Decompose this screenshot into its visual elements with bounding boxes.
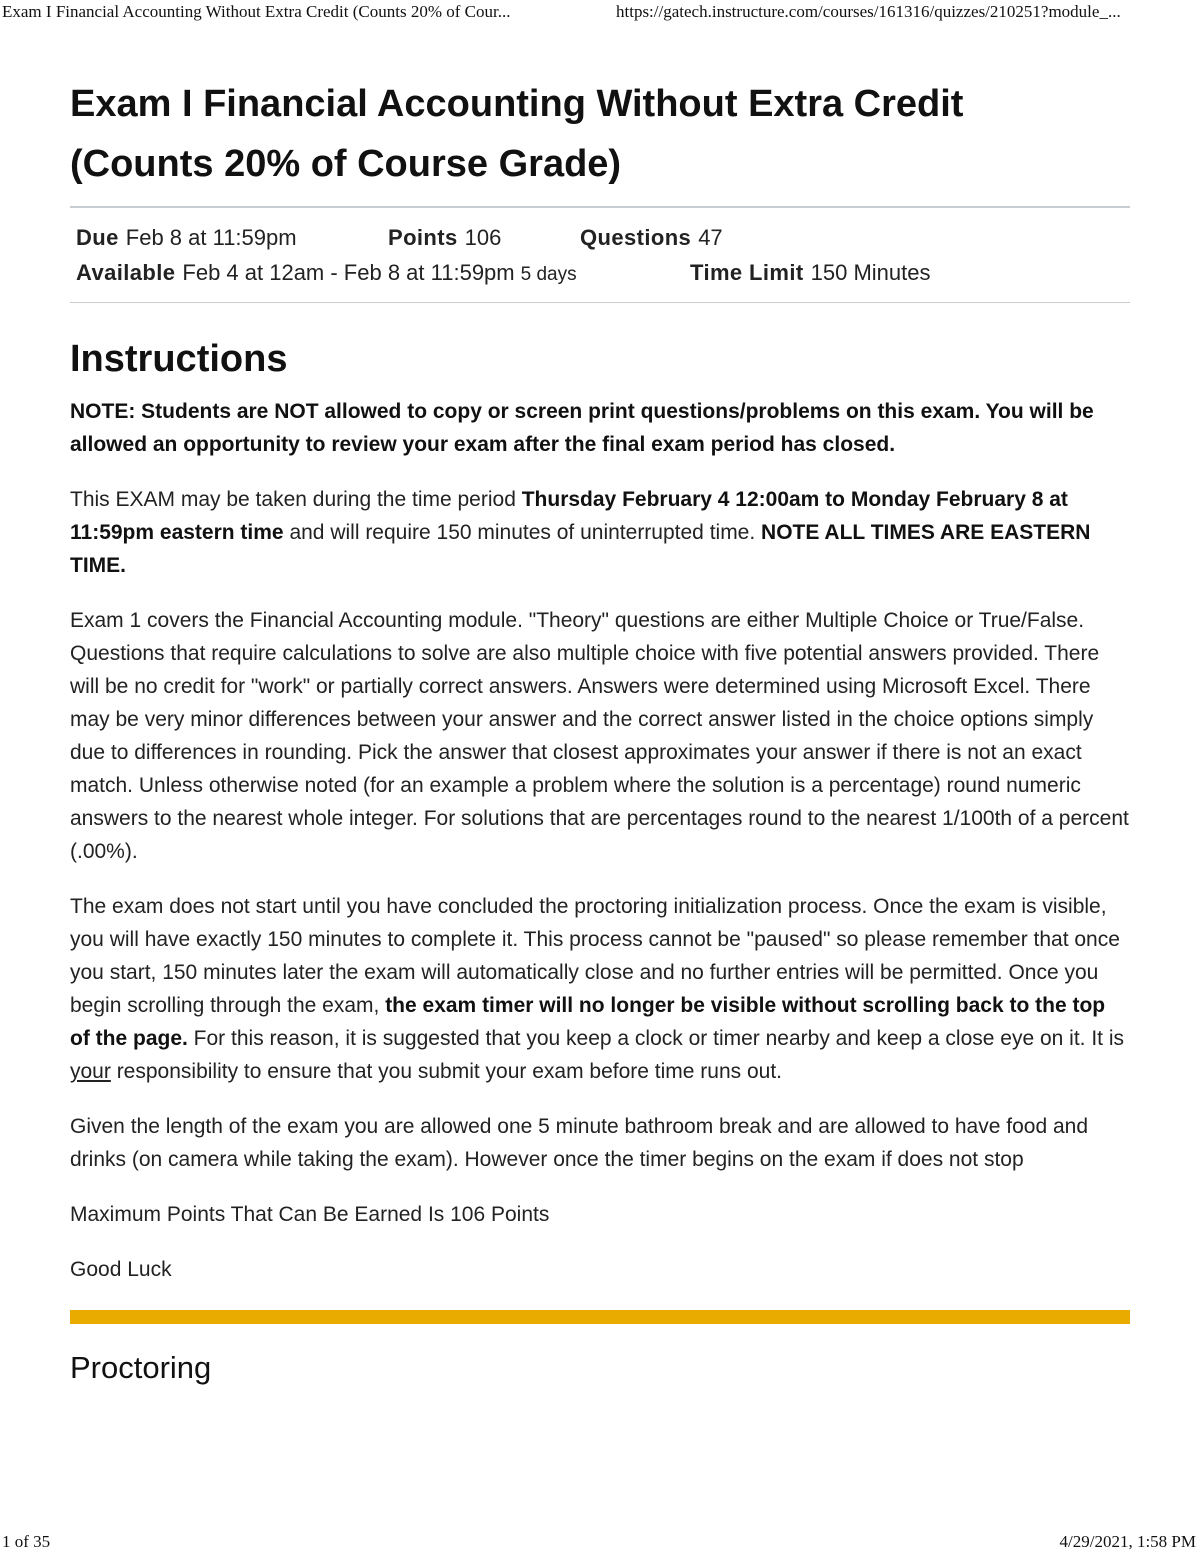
good-luck-paragraph: Good Luck xyxy=(70,1258,172,1281)
due-date xyxy=(76,220,388,255)
print-header-title: Exam I Financial Accounting Without Extra Credit (Counts 20% of Cour... xyxy=(2,2,511,21)
questions-label: Questions xyxy=(580,225,692,250)
exam-timer-text-2: For this reason, it is suggested that you keep a clock or timer nearby and keep a close eye on it. It is xyxy=(187,1027,1124,1050)
points-label: Points xyxy=(388,225,458,250)
due-label: Due xyxy=(76,225,119,250)
available-value: Feb 4 at 12am - Feb 8 at 11:59pm xyxy=(182,260,515,285)
copy-restriction-note: NOTE: Students are NOT allowed to copy or screen print questions/problems on this exam. You will be allowed an opportunity to review your exam after the final exam period has closed. xyxy=(70,400,1094,456)
quiz-meta-row-1 xyxy=(76,220,1124,255)
print-footer xyxy=(0,1530,1200,1552)
page-number: 1 of 35 xyxy=(2,1532,51,1551)
exam-coverage-paragraph: Exam 1 covers the Financial Accounting module. "Theory" questions are either Multiple Choice or True/False. Questions that require calculations to solve are also multiple choice with five potential answers provided. There will be no credit for "work" or partially correct answers. Answers were determined using Microsoft Excel. There may be very minor differences between your answer and the correct answer listed in the choice options simply due to differences in rounding. Pick the answer that closest approximates your answer if there is not an exact match. Unless otherwise noted (for an example a problem where the solution is a percentage) round numeric answers to the nearest whole integer. For solutions that are percentages round to the nearest 1/100th of a percent (.00%). xyxy=(70,609,1129,863)
exam-time-period-text: This EXAM may be taken during the time period xyxy=(70,488,522,511)
exam-duration-text: and will require 150 minutes of uninterrupted time. xyxy=(283,521,762,544)
your-emphasis: your xyxy=(70,1060,111,1083)
exam-timer-warning: the exam timer will no longer be visible without scrolling back to the top of the page. xyxy=(70,994,1106,1050)
due-value: Feb 8 at 11:59pm xyxy=(125,225,297,250)
quiz-content xyxy=(70,74,1130,1390)
exam-timer-text-1: The exam does not start until you have concluded the proctoring initialization process. Once the exam is visible, you will have exactly 150 minutes to complete it. This process cannot be "paused" so please remember that once you start, 150 minutes later the exam will automatically close and no further entries will be permitted. Once you begin scrolling through the exam, xyxy=(70,895,1120,1017)
time-limit xyxy=(690,255,930,292)
proctoring-heading: Proctoring xyxy=(70,1350,212,1385)
exam-timer-paragraph xyxy=(70,890,1130,1088)
print-header xyxy=(0,0,1200,24)
quiz-meta-row-2 xyxy=(76,255,1124,292)
instructions-heading: Instructions xyxy=(70,338,288,380)
exam-time-period-dates: Thursday February 4 12:00am to Monday February 8 at 11:59pm eastern time xyxy=(70,488,1068,544)
instructions-body xyxy=(70,395,1130,1286)
quiz-title-line-2: (Counts 20% of Course Grade) xyxy=(70,143,622,185)
break-policy-paragraph: Given the length of the exam you are allowed one 5 minute bathroom break and are allowed to have food and drinks (on camera while taking the exam). However once the timer begins on the exam if does not stop xyxy=(70,1115,1088,1171)
section-divider-bar xyxy=(70,1310,1130,1324)
questions-value: 47 xyxy=(698,225,723,250)
availability xyxy=(76,255,690,292)
quiz-title xyxy=(70,74,1130,208)
exam-time-period-paragraph xyxy=(70,483,1130,582)
quiz-title-line-1: Exam I Financial Accounting Without Extra Credit xyxy=(70,83,964,125)
print-header-url: https://gatech.instructure.com/courses/161316/quizzes/210251?module_... xyxy=(616,2,1121,21)
quiz-meta xyxy=(70,208,1130,303)
print-date: 4/29/2021, 1:58 PM xyxy=(1059,1532,1196,1551)
questions-count xyxy=(580,220,723,255)
available-duration: 5 days xyxy=(520,264,577,285)
time-limit-value: 150 Minutes xyxy=(810,260,931,285)
available-label: Available xyxy=(76,260,176,285)
points-value: 106 xyxy=(464,225,502,250)
exam-timer-text-3: responsibility to ensure that you submit your exam before time runs out. xyxy=(110,1060,783,1083)
points xyxy=(388,220,580,255)
eastern-time-note: NOTE ALL TIMES ARE EASTERN TIME. xyxy=(70,521,1091,577)
time-limit-label: Time Limit xyxy=(690,260,804,285)
max-points-paragraph: Maximum Points That Can Be Earned Is 106 Points xyxy=(70,1203,550,1226)
